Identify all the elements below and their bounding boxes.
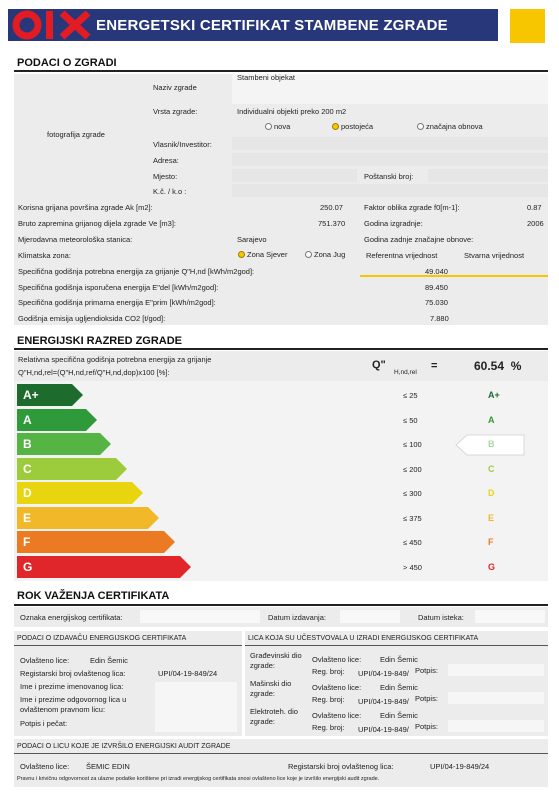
audit-ovlasteno-label: Ovlašteno lice:	[20, 762, 70, 771]
zona-label: Klimatska zona:	[18, 251, 71, 260]
stvarna-label: Stvarna vrijednost	[464, 251, 525, 260]
lica-ovlasteno-value: Edin Šemic	[380, 711, 418, 720]
radio-checked-icon	[332, 123, 339, 130]
class-arrow-aplus: A+	[17, 384, 83, 406]
class-arrow-d: D	[17, 482, 143, 504]
lica-reg-label: Reg. broj:	[312, 723, 345, 732]
naziv-value: Stambeni objekat	[237, 73, 295, 82]
oznaka-field	[140, 610, 260, 623]
class-label-right: B	[488, 439, 495, 449]
class-arrow-g: G	[17, 556, 191, 578]
izdavac-title: PODACI O IZDAVAČU ENERGIJSKOG CERTIFIKATA	[17, 635, 187, 642]
zona-jug-option[interactable]: Zona Jug	[305, 250, 345, 259]
olx-logo	[12, 10, 94, 40]
lica-ovlasteno-value: Edin Šemic	[380, 655, 418, 664]
izdavac-reg-label: Registarski broj ovlaštenog lica:	[20, 669, 126, 678]
lica-role-label: Građevinski dio zgrade:	[250, 651, 302, 670]
class-label-right: A	[488, 414, 495, 425]
class-label-right: G	[488, 561, 496, 572]
section-divider	[14, 604, 548, 606]
lica-reg-label: Reg. broj:	[312, 695, 345, 704]
lica-role-label: Mašinski dio zgrade:	[250, 679, 292, 698]
class-arrow-e: E	[17, 507, 159, 529]
radio-icon	[305, 251, 312, 258]
lica-potpis-label: Potpis:	[415, 722, 438, 731]
datum-izdavanja-field	[340, 610, 400, 623]
q-equals: =	[431, 360, 438, 372]
audit-ovlasteno-value: ŠEMIC EDIN	[86, 762, 130, 771]
mjesto-label: Mjesto:	[153, 172, 178, 181]
naziv-label: Naziv zgrade	[153, 83, 197, 92]
audit-reg-label: Registarski broj ovlaštenog lica:	[288, 762, 394, 771]
section-razred-title: ENERGIJSKI RAZRED ZGRADE	[17, 335, 183, 347]
povrsina-value: 250.07	[320, 203, 343, 212]
povrsina-label: Korisna grijana površina zgrade Ak [m2]:	[18, 203, 153, 212]
vrsta-value: Individualni objekti preko 200 m2	[237, 107, 347, 116]
razred-desc-line2: Q"H,nd,rel=(Q"H,nd,ref/Q"H,nd,dop)x100 [%]:	[18, 368, 170, 377]
stanica-label: Mjerodavna meteorološka stanica:	[18, 235, 133, 244]
izdavac-ovlasteno-value: Edin Šemic	[90, 656, 128, 665]
q-subscript: H,nd,rel	[394, 369, 417, 376]
izdavac-imenovanog-label: Ime i prezime imenovanog lica:	[20, 682, 124, 691]
radio-checked-icon	[238, 251, 245, 258]
energy-row-label: Specifična godišnja primarna energija E"prim [kWh/m2god]:	[18, 298, 216, 307]
vlasnik-field	[232, 137, 548, 150]
izdavac-reg-value: UPI/04-19-849/24	[158, 669, 218, 678]
kc-field	[232, 184, 548, 197]
energy-row-label: Specifična godišnja isporučena energija E"del [kWh/m2god]:	[18, 283, 219, 292]
class-label-right: A+	[488, 390, 500, 400]
lica-reg-value: UPI/04-19-849/	[358, 725, 409, 734]
izdavac-ovlasteno-label: Ovlašteno lice:	[20, 656, 70, 665]
oznaka-label: Oznaka energijskog certifikata:	[20, 613, 123, 622]
lica-role-label: Elektroteh. dio zgrade:	[250, 707, 298, 726]
lica-title: LICA KOJA SU UČESTVOVALA U IZRADI ENERGIJSKOG CERTIFIKATA	[248, 635, 479, 642]
energy-row-value: 49.040	[425, 267, 448, 276]
godina-value: 2006	[527, 219, 544, 228]
class-label-right: E	[488, 512, 495, 523]
photo-label: fotografija zgrade	[47, 130, 105, 139]
obnova-label: Godina zadnje značajne obnove:	[364, 235, 474, 244]
postanski-label: Poštanski broj:	[364, 172, 414, 181]
datum-izdavanja-label: Datum izdavanja:	[268, 613, 326, 622]
adresa-label: Adresa:	[153, 156, 179, 165]
lica-reg-label: Reg. broj:	[312, 667, 345, 676]
godina-label: Godina izgradnje:	[364, 219, 423, 228]
document-title: ENERGETSKI CERTIFIKAT STAMBENE ZGRADE	[96, 17, 448, 34]
energy-row-label: Godišnja emisija ugljendioksida CO2 [t/god]:	[18, 314, 166, 323]
faktor-label: Faktor oblika zgrade f0[m-1]:	[364, 203, 460, 212]
referentna-label: Referentna vrijednost	[366, 251, 438, 260]
lica-signature-field	[448, 720, 544, 732]
class-threshold: ≤ 450	[403, 538, 422, 547]
izdavac-potpis-label: Potpis i pečat:	[20, 719, 68, 728]
class-threshold: > 450	[403, 562, 422, 572]
zona-sjever-option[interactable]: Zona Sjever	[238, 250, 287, 259]
faktor-value: 0.87	[527, 203, 542, 212]
class-label-right: F	[488, 537, 494, 547]
lica-signature-field	[448, 692, 544, 704]
class-threshold: ≤ 300	[403, 489, 422, 498]
section-divider	[14, 70, 548, 72]
corner-box	[510, 9, 545, 43]
section-rok-title: ROK VAŽENJA CERTIFIKATA	[17, 590, 170, 602]
izdavac-signature-area	[155, 682, 237, 732]
lica-ovlasteno-label: Ovlašteno lice:	[312, 655, 362, 664]
energy-row-value: 89.450	[425, 283, 448, 292]
class-label-right: D	[488, 488, 495, 498]
lica-signature-field	[448, 664, 544, 676]
datum-isteka-label: Datum isteka:	[418, 613, 464, 622]
datum-isteka-field	[475, 610, 545, 623]
adresa-field	[232, 153, 548, 166]
lica-potpis-label: Potpis:	[415, 694, 438, 703]
section-divider	[14, 348, 548, 350]
stanica-value: Sarajevo	[237, 235, 267, 244]
energy-row-value: 7.880	[430, 314, 449, 323]
lica-potpis-label: Potpis:	[415, 666, 438, 675]
zapremina-label: Bruto zapremina grijanog dijela zgrade Ve [m3]:	[18, 219, 177, 228]
class-threshold: ≤ 50	[403, 415, 418, 425]
energy-row-label: Specifična godišnja potrebna energija za grijanje Q"H,nd [kWh/m2god]:	[18, 267, 255, 276]
zapremina-value: 751.370	[318, 219, 346, 228]
lica-reg-value: UPI/04-19-849/	[358, 669, 409, 678]
class-arrow-b: B	[17, 433, 111, 455]
class-arrow-a: A	[17, 409, 97, 431]
lica-reg-value: UPI/04-19-849/	[358, 697, 409, 706]
option-obnova[interactable]: značajna obnova	[417, 122, 483, 131]
kc-label: K.č. / k.o :	[153, 187, 187, 196]
lica-ovlasteno-label: Ovlašteno lice:	[312, 683, 362, 692]
class-label-right: C	[488, 463, 495, 474]
option-nova[interactable]: nova	[265, 122, 290, 131]
class-threshold: ≤ 100	[403, 440, 422, 449]
section-podaci-title: PODACI O ZGRADI	[17, 57, 117, 69]
energy-row-value: 75.030	[425, 298, 448, 307]
audit-footer-note: Pravnu i krivičnu odgovornost za ulazne podatke korištene pri izradi energijskog certifikata snosi ovlašteno lice koje je izvršilo energijski audit zgrade.	[17, 776, 380, 782]
class-threshold: ≤ 375	[403, 513, 422, 523]
q-value: 60.54 %	[474, 359, 522, 373]
radio-icon	[417, 123, 424, 130]
mjesto-field	[232, 169, 357, 182]
audit-reg-value: UPI/04-19-849/24	[430, 762, 490, 771]
izdavac-odgovornog-label: Ime i prezime odgovornog lica u ovlaštenom pravnom licu:	[20, 695, 127, 714]
class-threshold: ≤ 25	[403, 391, 418, 400]
lica-ovlasteno-value: Edin Šemic	[380, 683, 418, 692]
class-threshold: ≤ 200	[403, 464, 422, 474]
postanski-field	[428, 169, 548, 182]
lica-ovlasteno-label: Ovlašteno lice:	[312, 711, 362, 720]
class-arrow-c: C	[17, 458, 127, 480]
vlasnik-label: Vlasnik/Investitor:	[153, 140, 212, 149]
audit-title: PODACI O LICU KOJE JE IZVRŠILO ENERGIJSKI AUDIT ZGRADE	[17, 743, 231, 750]
q-symbol: Q"	[372, 359, 386, 371]
vrsta-label: Vrsta zgrade:	[153, 107, 198, 116]
class-arrow-f: F	[17, 531, 175, 553]
razred-desc-line1: Relativna specifična godišnja potrebna energija za grijanje	[18, 355, 212, 364]
option-postojeca[interactable]: postojeća	[332, 122, 373, 131]
radio-icon	[265, 123, 272, 130]
